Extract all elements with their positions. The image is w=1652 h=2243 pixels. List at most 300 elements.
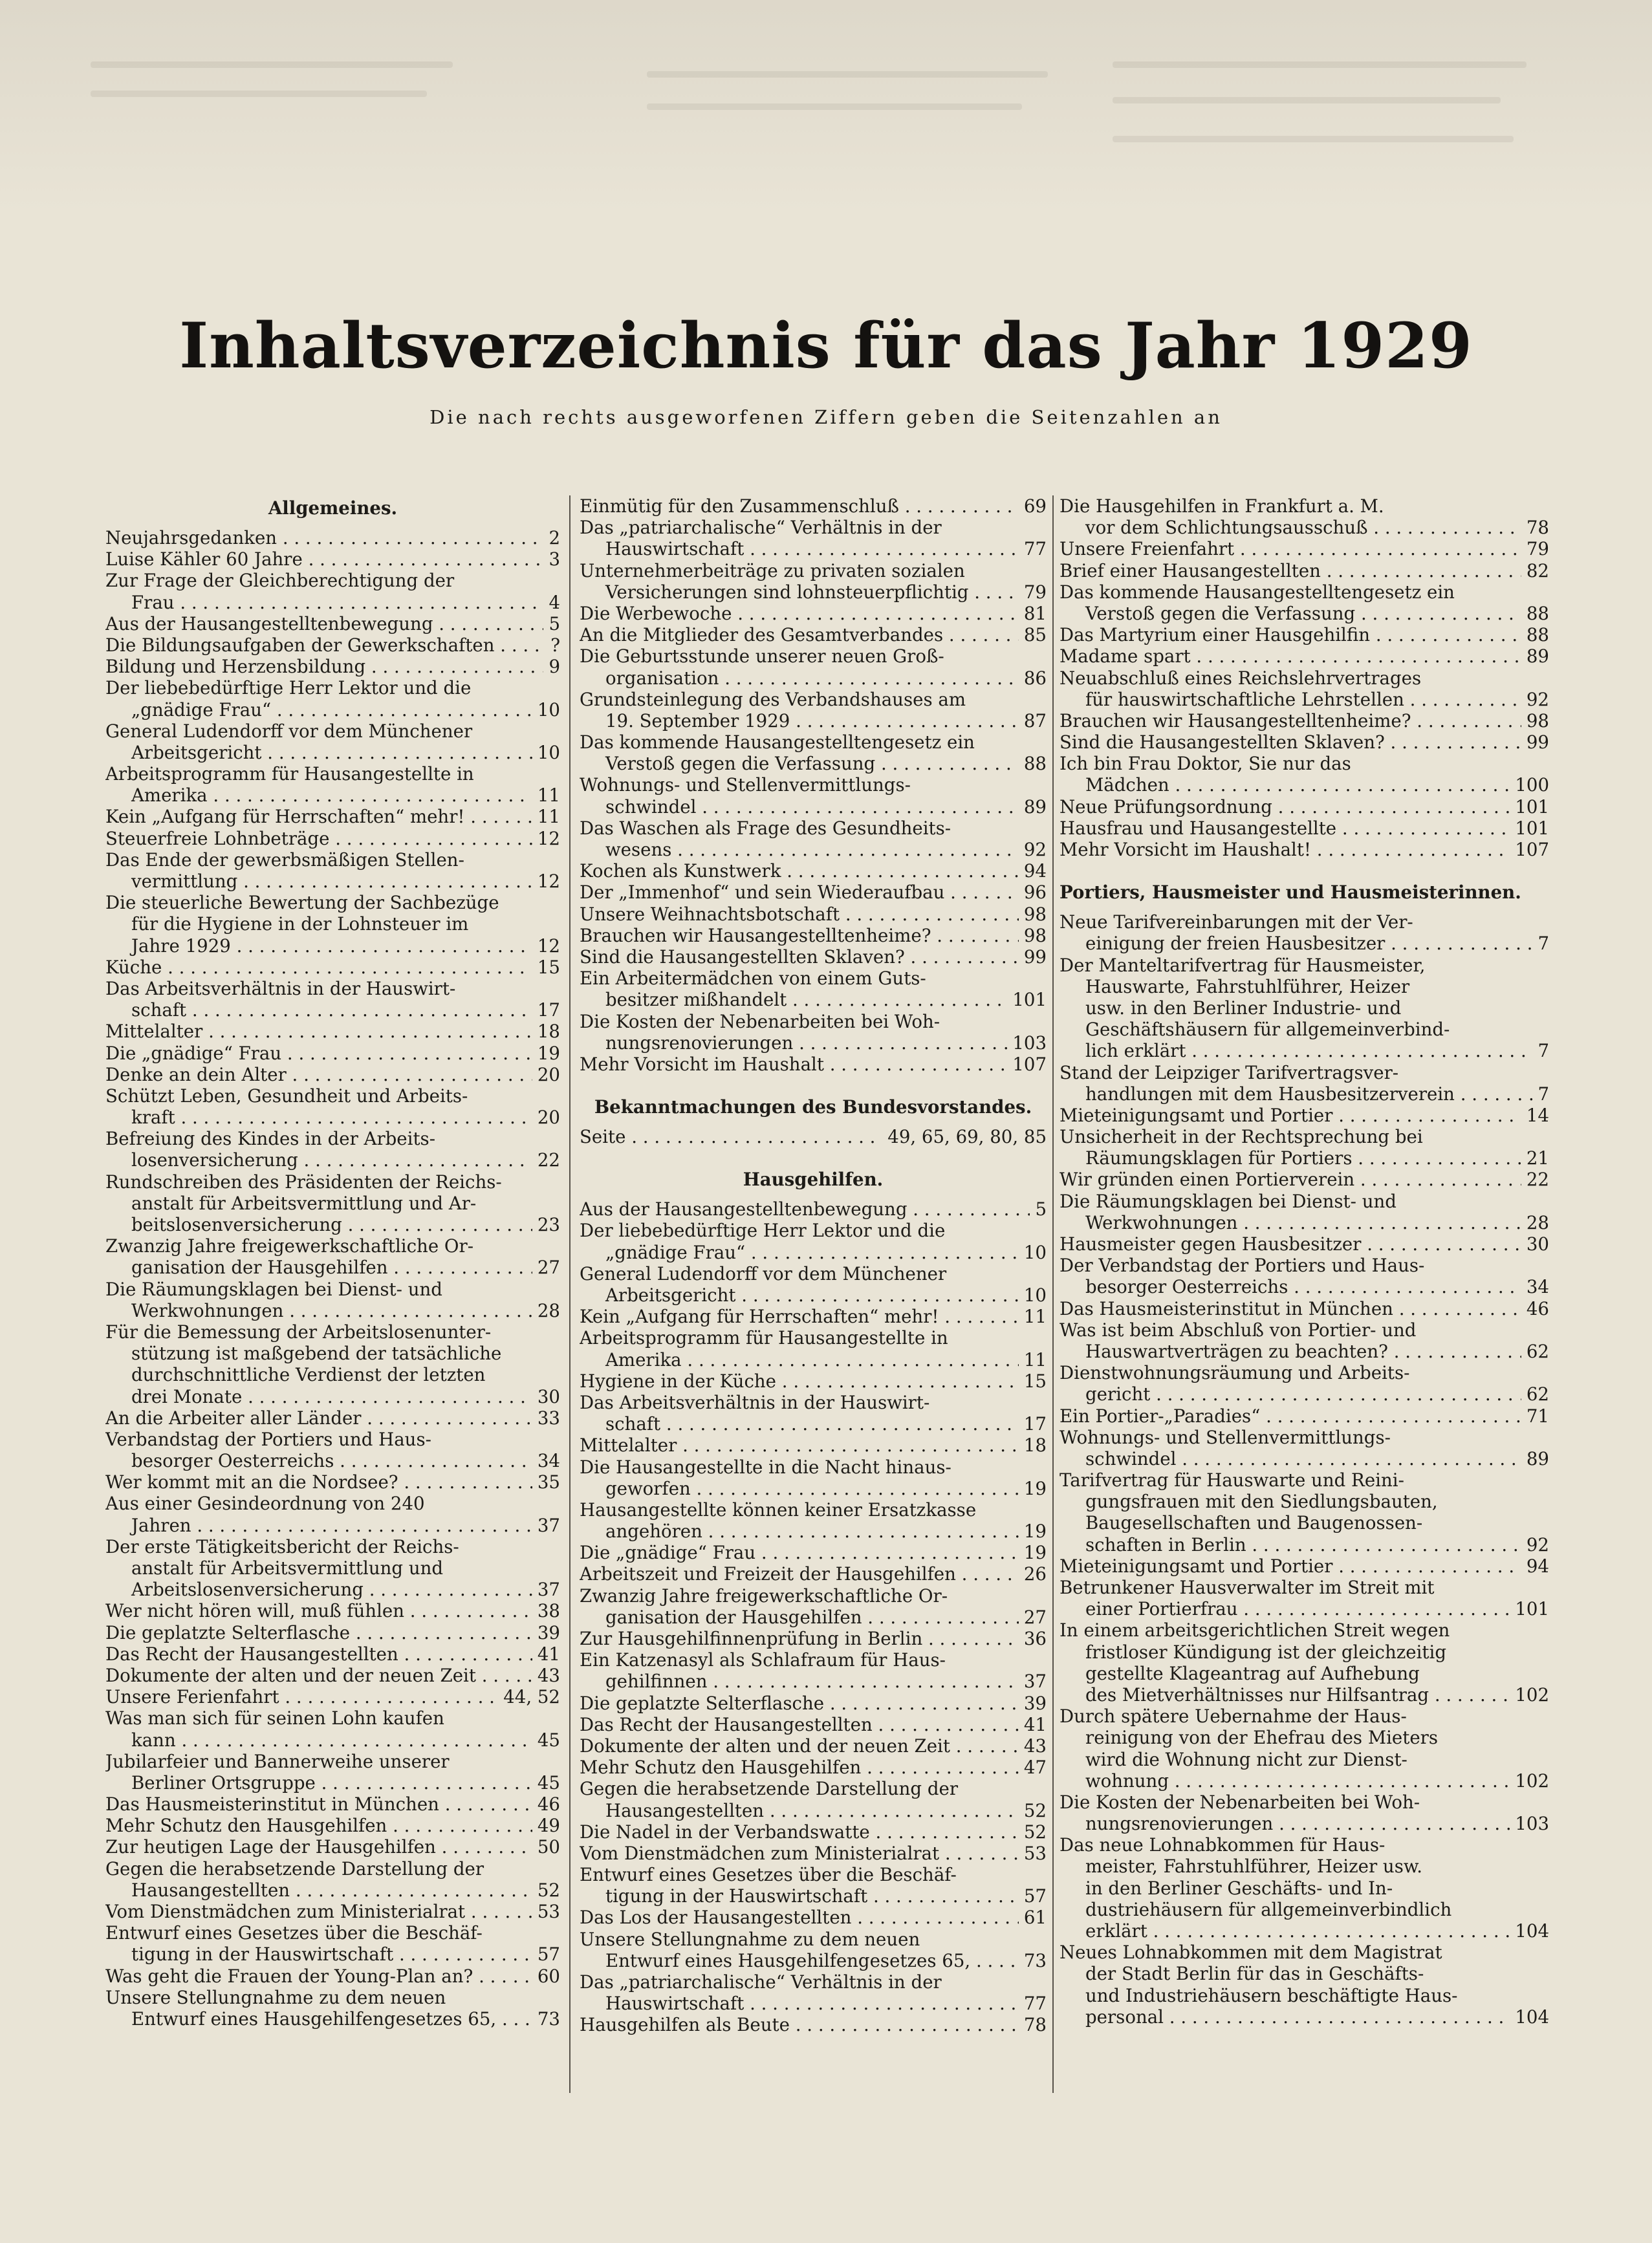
page-number: 34 bbox=[532, 1450, 560, 1471]
page-number: 99 bbox=[1521, 731, 1549, 753]
page-number: 19 bbox=[532, 1043, 560, 1064]
toc-entry bbox=[1060, 1319, 1549, 1362]
entry-title-line: Entwurf eines Hausgehilfengesetzes 65, . . . bbox=[580, 1950, 1047, 1971]
entry-title-line: Dienstwohnungsräumung und Arbeits- bbox=[1060, 1362, 1410, 1384]
toc-entry bbox=[580, 1821, 1047, 1843]
entry-title-line: Schützt Leben, Gesundheit und Arbeits- bbox=[105, 1085, 468, 1107]
entry-title-line: Zur Frage der Gleichberechtigung der bbox=[105, 570, 455, 592]
toc-entry bbox=[580, 1628, 1047, 1649]
toc-entry bbox=[580, 904, 1047, 925]
toc-entry bbox=[580, 1054, 1047, 1075]
entry-title-line: organisation . . . bbox=[580, 667, 1047, 689]
entry-title-line: General Ludendorff vor dem Münchener bbox=[105, 720, 473, 742]
entry-title-line: Die Kosten der Nebenarbeiten bei Woh- bbox=[1060, 1791, 1420, 1813]
page-number: 4 bbox=[543, 592, 560, 613]
entry-title-line: tigung in der Hauswirtschaft . . . bbox=[580, 1885, 1047, 1907]
toc-entry bbox=[580, 1929, 1047, 1971]
page-number: 2 bbox=[543, 527, 560, 548]
toc-entry bbox=[1060, 1062, 1549, 1105]
entry-title-line: gestellte Klageantrag auf Aufhebung bbox=[1085, 1662, 1420, 1684]
toc-entry bbox=[1060, 1255, 1549, 1297]
entry-title-line: angehören . . . bbox=[580, 1521, 1047, 1542]
entry-title-line: Zwanzig Jahre freigewerkschaftliche Or- bbox=[105, 1235, 474, 1257]
entry-title-line: Hausangestellten . . . bbox=[105, 1880, 560, 1901]
entry-title-line: Mädchen . . . bbox=[1060, 774, 1549, 796]
page-number: 15 bbox=[532, 957, 560, 978]
entry-title-line: Vom Dienstmädchen zum Ministerialrat . . . bbox=[580, 1843, 1047, 1864]
entry-title-line: Gegen die herabsetzende Darstellung der bbox=[105, 1858, 484, 1880]
entry-title-line: Dokumente der alten und der neuen Zeit . . . bbox=[105, 1665, 560, 1686]
page-number: 43 bbox=[1019, 1735, 1047, 1757]
entry-title-line: Das kommende Hausangestelltengesetz ein bbox=[1060, 581, 1455, 603]
toc-entry bbox=[1060, 753, 1549, 796]
entry-title-line: Aus der Hausangestelltenbewegung . . . bbox=[580, 1198, 1047, 1220]
entry-title-line: Kein „Aufgang für Herrschaften“ mehr! . . . bbox=[580, 1306, 1047, 1327]
toc-entry bbox=[1060, 1834, 1549, 1942]
entry-title-line: nungsrenovierungen . . . bbox=[580, 1032, 1047, 1054]
entry-title-line: Das Arbeitsverhältnis in der Hauswirt- bbox=[580, 1391, 930, 1413]
page-number: 77 bbox=[1019, 538, 1047, 559]
entry-title-line: beitslosenversicherung . . . bbox=[105, 1214, 560, 1235]
entry-title-line: anstalt für Arbeitsvermittlung und Ar- bbox=[131, 1192, 477, 1214]
entry-title-line: Bildung und Herzensbildung . . . bbox=[105, 656, 560, 677]
toc-entry bbox=[580, 1714, 1047, 1735]
entry-title-line: Unsere Weihnachtsbotschaft . . . bbox=[580, 904, 1047, 925]
page-number: 100 bbox=[1510, 774, 1549, 796]
page-number: 10 bbox=[532, 742, 560, 763]
entry-title-line: durchschnittliche Verdienst der letzten bbox=[131, 1364, 486, 1386]
entry-title-line: Wer kommt mit an die Nordsee? . . . bbox=[105, 1471, 560, 1493]
entry-title-line: gericht . . . bbox=[1060, 1383, 1549, 1405]
toc-entry bbox=[105, 1235, 560, 1278]
toc-column-1 bbox=[105, 495, 560, 2090]
toc-entry bbox=[580, 1971, 1047, 2014]
entry-title-line: handlungen mit dem Hausbesitzerverein . . . bbox=[1060, 1083, 1549, 1105]
toc-entry bbox=[105, 1622, 560, 1643]
entry-title-line: Aus einer Gesindeordnung von 240 bbox=[105, 1493, 425, 1515]
entry-title-line: An die Mitglieder des Gesamtverbandes . . . bbox=[580, 624, 1047, 645]
entry-title-line: Brauchen wir Hausangestelltenheime? . . . bbox=[580, 925, 1047, 946]
toc-entry bbox=[1060, 796, 1549, 818]
page-number: 52 bbox=[1019, 1800, 1047, 1821]
toc-entry bbox=[105, 1064, 560, 1085]
page-number: 89 bbox=[1521, 645, 1549, 667]
page-number: 52 bbox=[1019, 1821, 1047, 1843]
entry-title-line: Das kommende Hausangestelltengesetz ein bbox=[580, 731, 975, 753]
entry-title-line: Arbeitslosenversicherung . . . bbox=[105, 1579, 560, 1600]
toc-entry bbox=[105, 1429, 560, 1471]
page-number: 37 bbox=[532, 1579, 560, 1600]
toc-entry bbox=[105, 1171, 560, 1236]
entry-title-line: „gnädige Frau“ . . . bbox=[105, 699, 560, 721]
entry-title-line: Einmütig für den Zusammenschluß . . . bbox=[580, 495, 1047, 517]
toc-entry bbox=[105, 1321, 560, 1407]
page-number: 23 bbox=[532, 1214, 560, 1235]
entry-title-line: nungsrenovierungen . . . bbox=[1060, 1813, 1549, 1834]
entry-title-line: erklärt . . . bbox=[1060, 1920, 1549, 1942]
section-gap bbox=[580, 1147, 1047, 1167]
entry-title-line: Was man sich für seinen Lohn kaufen bbox=[105, 1707, 444, 1729]
entry-title-line: Wer nicht hören will, muß fühlen . . . bbox=[105, 1600, 560, 1621]
toc-entry bbox=[105, 1815, 560, 1836]
toc-entry bbox=[580, 1499, 1047, 1542]
page-number: 33 bbox=[532, 1407, 560, 1429]
page-number: 62 bbox=[1521, 1341, 1549, 1362]
entry-title-line: schaft . . . bbox=[580, 1413, 1047, 1435]
toc-entry bbox=[105, 1043, 560, 1064]
toc-entry bbox=[580, 860, 1047, 882]
toc-entry bbox=[105, 1128, 560, 1171]
page-number: 92 bbox=[1521, 689, 1549, 710]
entry-title-line: schwindel . . . bbox=[1060, 1448, 1549, 1469]
entry-title-line: gehilfinnen . . . bbox=[580, 1671, 1047, 1692]
entry-title-line: Unsere Freienfahrt . . . bbox=[1060, 538, 1549, 559]
page-number: 85 bbox=[1019, 624, 1047, 645]
entry-title-line: Baugesellschaften und Baugenossen- bbox=[1085, 1512, 1423, 1534]
entry-title-line: drei Monate . . . bbox=[105, 1386, 560, 1407]
entry-title-line: Die Werbewoche . . . bbox=[580, 603, 1047, 624]
entry-title-line: Jubilarfeier und Bannerweihe unserer bbox=[105, 1750, 450, 1772]
entry-title-line: Mehr Schutz den Hausgehilfen . . . bbox=[580, 1757, 1047, 1778]
entry-title-line: Denke an dein Alter . . . bbox=[105, 1064, 560, 1085]
toc-entry bbox=[580, 1563, 1047, 1585]
entry-title-line: „gnädige Frau“ . . . bbox=[580, 1242, 1047, 1263]
toc-entry bbox=[580, 968, 1047, 1010]
page-number: 5 bbox=[543, 613, 560, 634]
entry-title-line: Der Manteltarifvertrag für Hausmeister, bbox=[1060, 954, 1426, 976]
toc-entry bbox=[105, 806, 560, 827]
toc-entry bbox=[105, 656, 560, 677]
page-number: 107 bbox=[1007, 1054, 1047, 1075]
page-number: 5 bbox=[1030, 1198, 1047, 1220]
entry-title-line: Das Hausmeisterinstitut in München . . . bbox=[1060, 1298, 1549, 1319]
page-number: 10 bbox=[1019, 1242, 1047, 1263]
page-number: 10 bbox=[532, 699, 560, 721]
page-number: 101 bbox=[1510, 818, 1549, 839]
toc-entry bbox=[580, 731, 1047, 774]
toc-entry bbox=[1060, 1126, 1549, 1169]
entry-title-line: Die Hausangestellte in die Nacht hinaus- bbox=[580, 1456, 951, 1478]
entry-title-line: Hausangestellten . . . bbox=[580, 1800, 1047, 1821]
page-number: 57 bbox=[1019, 1885, 1047, 1907]
entry-title-line: Rundschreiben des Präsidenten der Reichs- bbox=[105, 1171, 502, 1193]
toc-entry bbox=[1060, 1105, 1549, 1126]
toc-entry bbox=[580, 1126, 1047, 1147]
page-number: 39 bbox=[1019, 1693, 1047, 1714]
entry-title-line: Grundsteinlegung des Verbandshauses am bbox=[580, 688, 966, 710]
entry-title-line: Hauswirtschaft . . . bbox=[580, 1993, 1047, 2014]
toc-entry bbox=[1060, 1362, 1549, 1405]
toc-entry bbox=[105, 1987, 560, 2030]
entry-title-line: Was geht die Frauen der Young-Plan an? . . . bbox=[105, 1966, 560, 1987]
page-number: 79 bbox=[1019, 581, 1047, 603]
toc-entry bbox=[1060, 538, 1549, 559]
toc-entry bbox=[580, 1693, 1047, 1714]
entry-title-line: losenversicherung . . . bbox=[105, 1149, 560, 1171]
entry-title-line: Unternehmerbeiträge zu privaten sozialen bbox=[580, 559, 965, 581]
toc-entry bbox=[580, 925, 1047, 946]
entry-title-line: Vom Dienstmädchen zum Ministerialrat . . . bbox=[105, 1901, 560, 1922]
entry-title-line: Befreiung des Kindes in der Arbeits- bbox=[105, 1128, 436, 1150]
entry-title-line: wesens . . . bbox=[580, 839, 1047, 860]
entry-title-line: Das Waschen als Frage des Gesundheits- bbox=[580, 817, 951, 839]
page-number: 77 bbox=[1019, 1993, 1047, 2014]
entry-title-line: Mieteinigungsamt und Portier . . . bbox=[1060, 1555, 1549, 1577]
page-number: 104 bbox=[1510, 1920, 1549, 1942]
toc-entry bbox=[580, 1306, 1047, 1327]
toc-entry bbox=[105, 1836, 560, 1858]
page-number: 82 bbox=[1521, 560, 1549, 581]
toc-entry bbox=[580, 1649, 1047, 1692]
entry-title-line: ganisation der Hausgehilfen . . . bbox=[580, 1607, 1047, 1628]
entry-title-line: Arbeitsgericht . . . bbox=[105, 742, 560, 763]
entry-title-line: Das Martyrium einer Hausgehilfin . . . bbox=[1060, 624, 1549, 645]
page-subtitle: Die nach rechts ausgeworfenen Ziffern geben die Seitenzahlen an bbox=[429, 406, 1223, 428]
page-number: 98 bbox=[1019, 925, 1047, 946]
entry-title-line: Ein Arbeitermädchen von einem Guts- bbox=[580, 968, 926, 990]
toc-entry bbox=[580, 1585, 1047, 1628]
page-number: 78 bbox=[1019, 2014, 1047, 2035]
toc-entry bbox=[105, 978, 560, 1021]
toc-entry bbox=[105, 1643, 560, 1665]
toc-entry bbox=[105, 634, 560, 656]
page-number: 12 bbox=[532, 935, 560, 957]
entry-title-line: für die Hygiene in der Lohnsteuer im bbox=[131, 913, 469, 935]
section-heading: Allgemeines. bbox=[268, 497, 398, 519]
entry-title-line: Die steuerliche Bewertung der Sachbezüge bbox=[105, 892, 499, 914]
entry-title-line: ganisation der Hausgehilfen . . . bbox=[105, 1257, 560, 1278]
page-number: 88 bbox=[1521, 603, 1549, 624]
entry-title-line: Unsere Stellungnahme zu dem neuen bbox=[580, 1928, 920, 1950]
entry-title-line: Madame spart . . . bbox=[1060, 645, 1549, 667]
page-number: 19 bbox=[1019, 1478, 1047, 1499]
toc-entry bbox=[1060, 1469, 1549, 1555]
page-number: 11 bbox=[1019, 1306, 1047, 1327]
entry-title-line: Werkwohnungen . . . bbox=[105, 1300, 560, 1321]
toc-entry bbox=[580, 624, 1047, 645]
toc-entry bbox=[1060, 645, 1549, 667]
page-number: 98 bbox=[1521, 710, 1549, 731]
toc-entry bbox=[580, 1263, 1047, 1306]
page-number: 39 bbox=[532, 1622, 560, 1643]
toc-entry bbox=[1060, 1620, 1549, 1706]
page-number: 73 bbox=[1019, 1950, 1047, 1971]
entry-title-line: Frau . . . bbox=[105, 592, 560, 613]
entry-title-line: Arbeitsprogramm für Hausangestellte in bbox=[580, 1327, 948, 1349]
page-number: 94 bbox=[1521, 1555, 1549, 1577]
entry-title-line: Neuabschluß eines Reichslehrvertrages bbox=[1060, 667, 1422, 689]
toc-entry bbox=[1060, 495, 1549, 538]
page-number: 18 bbox=[532, 1021, 560, 1042]
entry-title-line: Der liebebedürftige Herr Lektor und die bbox=[580, 1220, 946, 1242]
toc-entry bbox=[105, 1858, 560, 1901]
section-heading: Bekanntmachungen des Bundesvorstandes. bbox=[594, 1096, 1032, 1118]
entry-title-line: Wohnungs- und Stellenvermittlungs- bbox=[1060, 1426, 1391, 1448]
entry-title-line: meister, Fahrstuhlführer, Heizer usw. bbox=[1085, 1856, 1422, 1878]
toc-entry bbox=[105, 570, 560, 612]
entry-title-line: Der Verbandstag der Portiers und Haus- bbox=[1060, 1255, 1425, 1277]
page-number: 46 bbox=[1521, 1298, 1549, 1319]
entry-title-line: geworfen . . . bbox=[580, 1478, 1047, 1499]
entry-title-line: reinigung von der Ehefrau des Mieters bbox=[1085, 1727, 1439, 1749]
entry-title-line: einigung der freien Hausbesitzer . . . bbox=[1060, 933, 1549, 954]
page-number: 104 bbox=[1510, 2006, 1549, 2028]
entry-title-line: Sind die Hausangestellten Sklaven? . . . bbox=[1060, 731, 1549, 753]
page-number: 19 bbox=[1019, 1542, 1047, 1563]
toc-entry bbox=[105, 1536, 560, 1601]
entry-title-line: Die Nadel in der Verbandswatte . . . bbox=[580, 1821, 1047, 1843]
entry-title-line: Unsicherheit in der Rechtsprechung bei bbox=[1060, 1126, 1423, 1148]
entry-title-line: Betrunkener Hausverwalter im Streit mit bbox=[1060, 1577, 1435, 1598]
toc-entry bbox=[1060, 955, 1549, 1062]
entry-title-line: Werkwohnungen . . . bbox=[1060, 1212, 1549, 1233]
toc-entry bbox=[580, 645, 1047, 688]
entry-title-line: für hauswirtschaftliche Lehrstellen . . . bbox=[1060, 689, 1549, 710]
section-heading: Hausgehilfen. bbox=[743, 1169, 884, 1191]
page-number: 81 bbox=[1019, 603, 1047, 624]
page-number: 71 bbox=[1521, 1405, 1549, 1427]
toc-entry bbox=[1060, 1405, 1549, 1427]
toc-entry bbox=[1060, 1555, 1549, 1577]
page-number: 12 bbox=[532, 828, 560, 849]
entry-title-line: Der „Immenhof“ und sein Wiederaufbau . . . bbox=[580, 882, 1047, 903]
entry-title-line: Zur Hausgehilfinnenprüfung in Berlin . . . bbox=[580, 1628, 1047, 1649]
toc-entry bbox=[1060, 1706, 1549, 1792]
toc-entry bbox=[1060, 818, 1549, 839]
page-number: 21 bbox=[1521, 1147, 1549, 1169]
page-number: 7 bbox=[1532, 1040, 1549, 1061]
section-heading: Portiers, Hausmeister und Hausmeisterinnen. bbox=[1060, 882, 1521, 904]
entry-title-line: Die Räumungsklagen bei Dienst- und bbox=[105, 1278, 442, 1300]
toc-entry bbox=[580, 1371, 1047, 1392]
toc-entry bbox=[580, 1435, 1047, 1456]
page-number: 34 bbox=[1521, 1276, 1549, 1297]
page-number: 11 bbox=[532, 785, 560, 806]
toc-entry bbox=[580, 1198, 1047, 1220]
entry-title-line: Das Hausmeisterinstitut in München . . . bbox=[105, 1793, 560, 1815]
toc-entry bbox=[1060, 1577, 1549, 1620]
page-number: 11 bbox=[1019, 1349, 1047, 1371]
entry-title-line: Mehr Vorsicht im Haushalt . . . bbox=[580, 1054, 1047, 1075]
page-number: 89 bbox=[1521, 1448, 1549, 1469]
page-number: 45 bbox=[532, 1772, 560, 1793]
entry-title-line: wohnung . . . bbox=[1060, 1770, 1549, 1792]
entry-title-line: Unsere Ferienfahrt . . . bbox=[105, 1686, 560, 1707]
page-number: 53 bbox=[1019, 1843, 1047, 1864]
entry-title-line: Hausfrau und Hausangestellte . . . bbox=[1060, 818, 1549, 839]
page-number: 44, 52 bbox=[498, 1686, 560, 1707]
entry-title-line: Entwurf eines Hausgehilfengesetzes 65, . . . bbox=[105, 2008, 560, 2030]
page-number: 18 bbox=[1019, 1435, 1047, 1456]
entry-title-line: General Ludendorff vor dem Münchener bbox=[580, 1262, 947, 1284]
page-number: 35 bbox=[532, 1471, 560, 1493]
entry-title-line: besorger Oesterreichs . . . bbox=[105, 1450, 560, 1471]
toc-entry bbox=[580, 2014, 1047, 2035]
entry-title-line: Entwurf eines Gesetzes über die Beschäf- bbox=[105, 1922, 483, 1944]
show-through-bleed bbox=[0, 0, 1652, 213]
page-number: 92 bbox=[1019, 839, 1047, 860]
entry-title-line: Die geplatzte Selterflasche . . . bbox=[105, 1622, 560, 1643]
entry-title-line: 19. September 1929 . . . bbox=[580, 710, 1047, 731]
entry-title-line: Dokumente der alten und der neuen Zeit . . . bbox=[580, 1735, 1047, 1757]
toc-entry bbox=[1060, 710, 1549, 731]
page-number: 7 bbox=[1532, 933, 1549, 954]
page-number: 103 bbox=[1510, 1813, 1549, 1834]
toc-entry bbox=[1060, 1233, 1549, 1255]
page-number: 61 bbox=[1019, 1907, 1047, 1928]
entry-title-line: usw. in den Berliner Industrie- und bbox=[1085, 997, 1402, 1019]
toc-entry bbox=[1060, 560, 1549, 581]
toc-entry bbox=[105, 957, 560, 978]
entry-title-line: Das neue Lohnabkommen für Haus- bbox=[1060, 1834, 1386, 1856]
page-number: 37 bbox=[1019, 1671, 1047, 1692]
entry-title-line: Aus der Hausangestelltenbewegung . . . bbox=[105, 613, 560, 634]
page-number: 101 bbox=[1510, 796, 1549, 818]
page-number: 12 bbox=[532, 871, 560, 892]
entry-title-line: Die Bildungsaufgaben der Gewerkschaften . . . bbox=[105, 634, 560, 656]
toc-entry bbox=[580, 1907, 1047, 1928]
entry-title-line: Stand der Leipziger Tarifvertragsver- bbox=[1060, 1061, 1399, 1083]
toc-entry bbox=[580, 1757, 1047, 1778]
entry-title-line: Ich bin Frau Doktor, Sie nur das bbox=[1060, 753, 1351, 775]
column-divider bbox=[1052, 495, 1054, 2093]
page-number: 103 bbox=[1007, 1032, 1047, 1054]
entry-title-line: Hauswarte, Fahrstuhlführer, Heizer bbox=[1085, 975, 1410, 997]
toc-entry bbox=[105, 613, 560, 634]
page-number: 17 bbox=[532, 999, 560, 1021]
toc-entry bbox=[105, 1901, 560, 1922]
entry-title-line: Das „patriarchalische“ Verhältnis in der bbox=[580, 1971, 942, 1993]
entry-title-line: Zwanzig Jahre freigewerkschaftliche Or- bbox=[580, 1585, 948, 1607]
page-number: 30 bbox=[532, 1386, 560, 1407]
entry-title-line: der Stadt Berlin für das in Geschäfts- bbox=[1085, 1963, 1424, 1985]
toc-entry bbox=[580, 1843, 1047, 1864]
entry-title-line: Hausmeister gegen Hausbesitzer . . . bbox=[1060, 1233, 1549, 1255]
toc-entry bbox=[1060, 1942, 1549, 2028]
page-number: 28 bbox=[532, 1300, 560, 1321]
page-number: 17 bbox=[1019, 1413, 1047, 1435]
page-number: 47 bbox=[1019, 1757, 1047, 1778]
section-gap bbox=[1060, 860, 1549, 880]
page-number: 10 bbox=[1019, 1284, 1047, 1306]
toc-entry bbox=[105, 1493, 560, 1535]
page-number: 11 bbox=[532, 806, 560, 827]
entry-title-line: Hauswirtschaft . . . bbox=[580, 538, 1047, 559]
toc-entry bbox=[580, 1778, 1047, 1821]
entry-title-line: Durch spätere Uebernahme der Haus- bbox=[1060, 1706, 1407, 1728]
toc-entry bbox=[580, 560, 1047, 603]
entry-title-line: Neues Lohnabkommen mit dem Magistrat bbox=[1060, 1942, 1442, 1964]
entry-title-line: Ein Katzenasyl als Schlafraum für Haus- bbox=[580, 1649, 946, 1671]
entry-title-line: Mittelalter . . . bbox=[580, 1435, 1047, 1456]
entry-title-line: des Mietverhältnisses nur Hilfsantrag . . . bbox=[1060, 1684, 1549, 1706]
page-number: 41 bbox=[1019, 1714, 1047, 1735]
toc-entry bbox=[1060, 1427, 1549, 1469]
entry-title-line: personal . . . bbox=[1060, 2006, 1549, 2028]
entry-title-line: Amerika . . . bbox=[105, 785, 560, 806]
entry-title-line: Was ist beim Abschluß von Portier- und bbox=[1060, 1319, 1417, 1341]
page-number: 49, 65, 69, 80, 85 bbox=[882, 1126, 1047, 1147]
entry-title-line: Hausgehilfen als Beute . . . bbox=[580, 2014, 1047, 2035]
entry-title-line: Die Räumungsklagen bei Dienst- und bbox=[1060, 1190, 1397, 1212]
entry-title-line: Das Arbeitsverhältnis in der Hauswirt- bbox=[105, 977, 456, 999]
entry-title-line: Mehr Schutz den Hausgehilfen . . . bbox=[105, 1815, 560, 1836]
page-number: 87 bbox=[1019, 710, 1047, 731]
entry-title-line: Die „gnädige“ Frau . . . bbox=[580, 1542, 1047, 1563]
page-number: 78 bbox=[1521, 517, 1549, 538]
page-number: 92 bbox=[1521, 1534, 1549, 1555]
entry-title-line: einer Portierfrau . . . bbox=[1060, 1598, 1549, 1620]
